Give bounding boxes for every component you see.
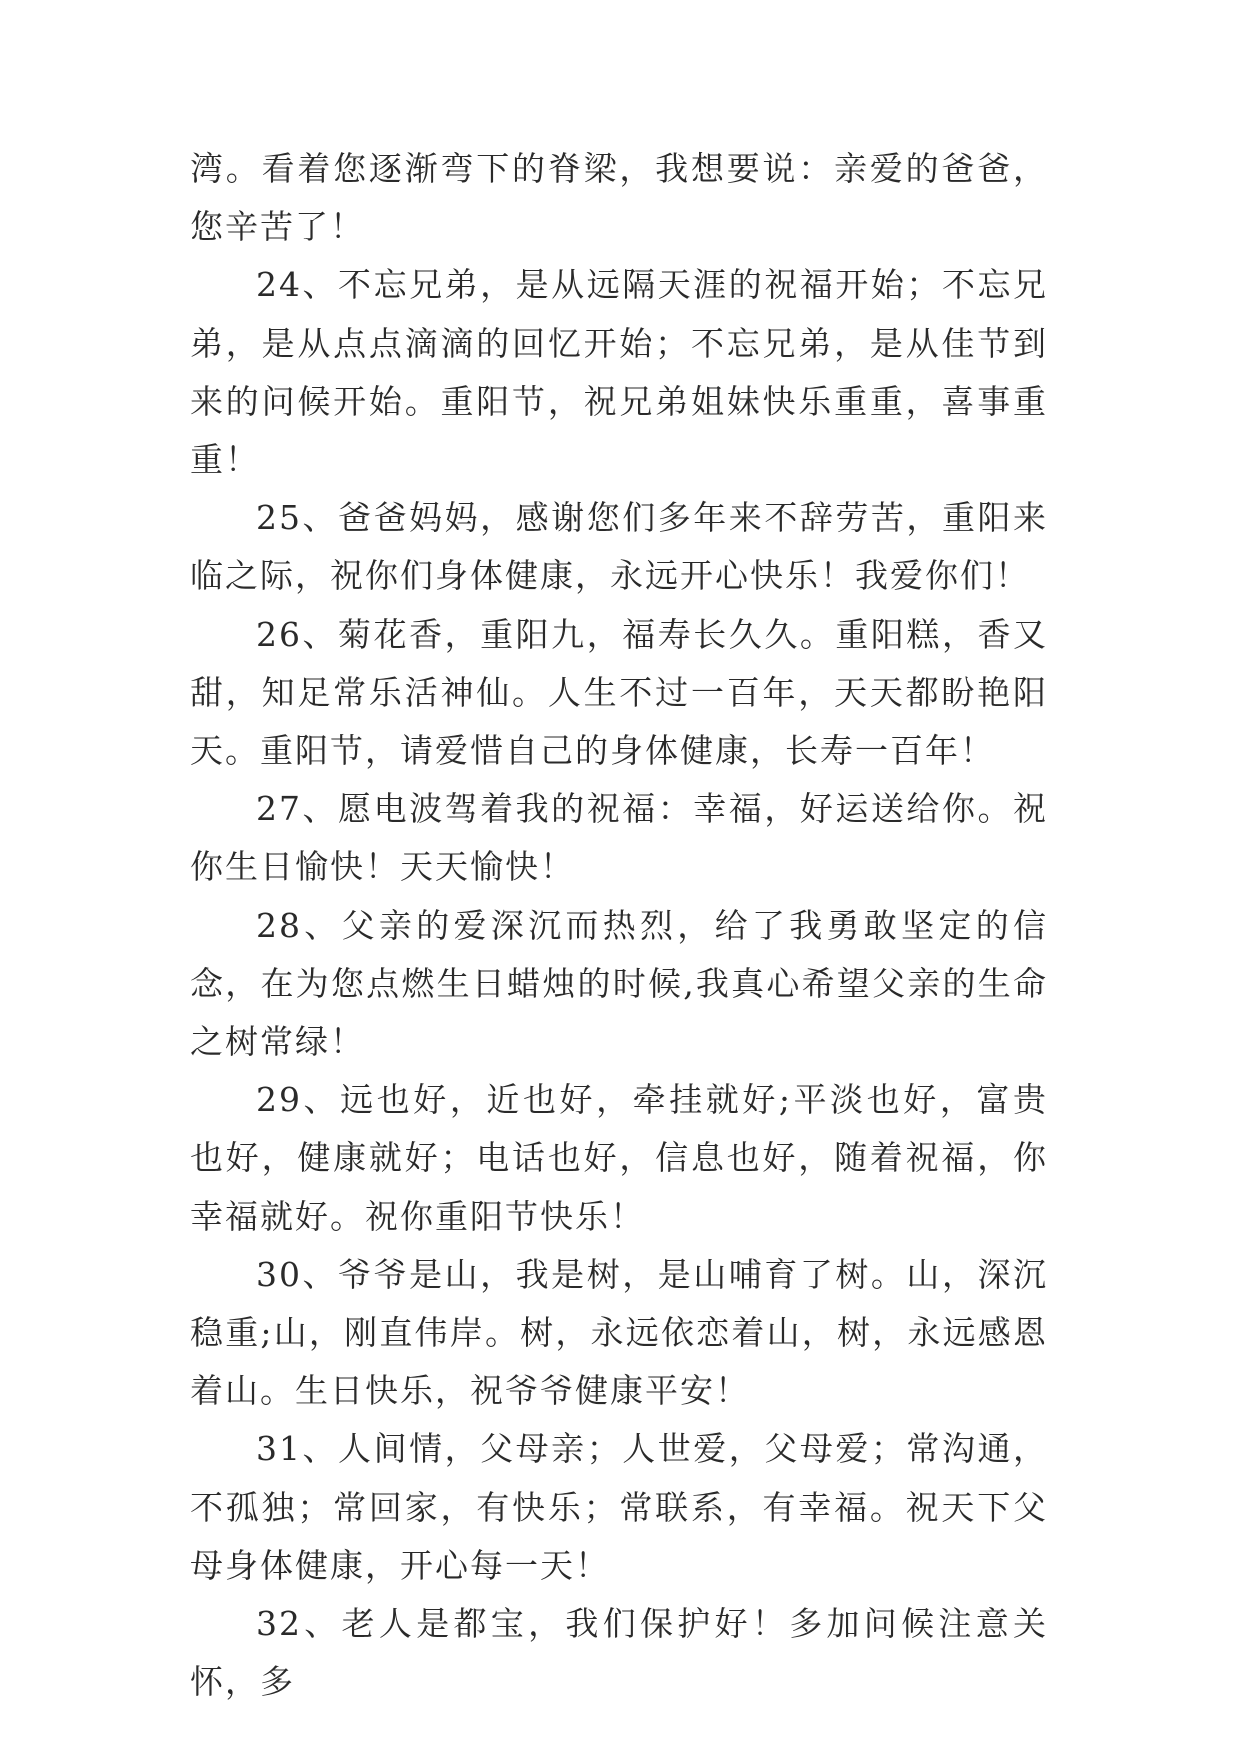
paragraph-29: 29、远也好，近也好，牵挂就好;平淡也好，富贵也好，健康就好；电话也好，信息也好，随着祝福，你幸福就好。祝你重阳节快乐！ bbox=[190, 1080, 1048, 1236]
document-body bbox=[190, 140, 1048, 1711]
paragraph-continuation: 湾。看着您逐渐弯下的脊梁，我想要说：亲爱的爸爸，您辛苦了！ bbox=[190, 149, 1048, 247]
paragraph-31: 31、人间情，父母亲；人世爱，父母爱；常沟通，不孤独；常回家，有快乐；常联系，有幸福。祝天下父母身体健康，开心每一天！ bbox=[190, 1429, 1048, 1585]
paragraph-30: 30、爷爷是山，我是树，是山哺育了树。山，深沉稳重;山，刚直伟岸。树，永远依恋着山，树，永远感恩着山。生日快乐，祝爷爷健康平安！ bbox=[190, 1254, 1048, 1411]
paragraph-27: 27、愿电波驾着我的祝福：幸福，好运送给你。祝你生日愉快！天天愉快！ bbox=[190, 789, 1048, 887]
paragraph-26: 26、菊花香，重阳九，福寿长久久。重阳糕，香又甜，知足常乐活神仙。人生不过一百年，天天都盼艳阳天。重阳节，请爱惜自己的身体健康，长寿一百年！ bbox=[190, 614, 1048, 771]
paragraph-32: 32、老人是都宝，我们保护好！多加问候注意关怀，多 bbox=[190, 1604, 1048, 1702]
paragraph-24: 24、不忘兄弟，是从远隔天涯的祝福开始；不忘兄弟，是从点点滴滴的回忆开始；不忘兄弟，是从佳节到来的问候开始。重阳节，祝兄弟姐妹快乐重重，喜事重重！ bbox=[190, 265, 1048, 480]
paragraph-25: 25、爸爸妈妈，感谢您们多年来不辞劳苦，重阳来临之际，祝你们身体健康，永远开心快乐！我爱你们！ bbox=[190, 498, 1048, 596]
paragraph-28: 28、父亲的爱深沉而热烈，给了我勇敢坚定的信念，在为您点燃生日蜡烛的时候,我真心希望父亲的生命之树常绿！ bbox=[190, 905, 1048, 1062]
